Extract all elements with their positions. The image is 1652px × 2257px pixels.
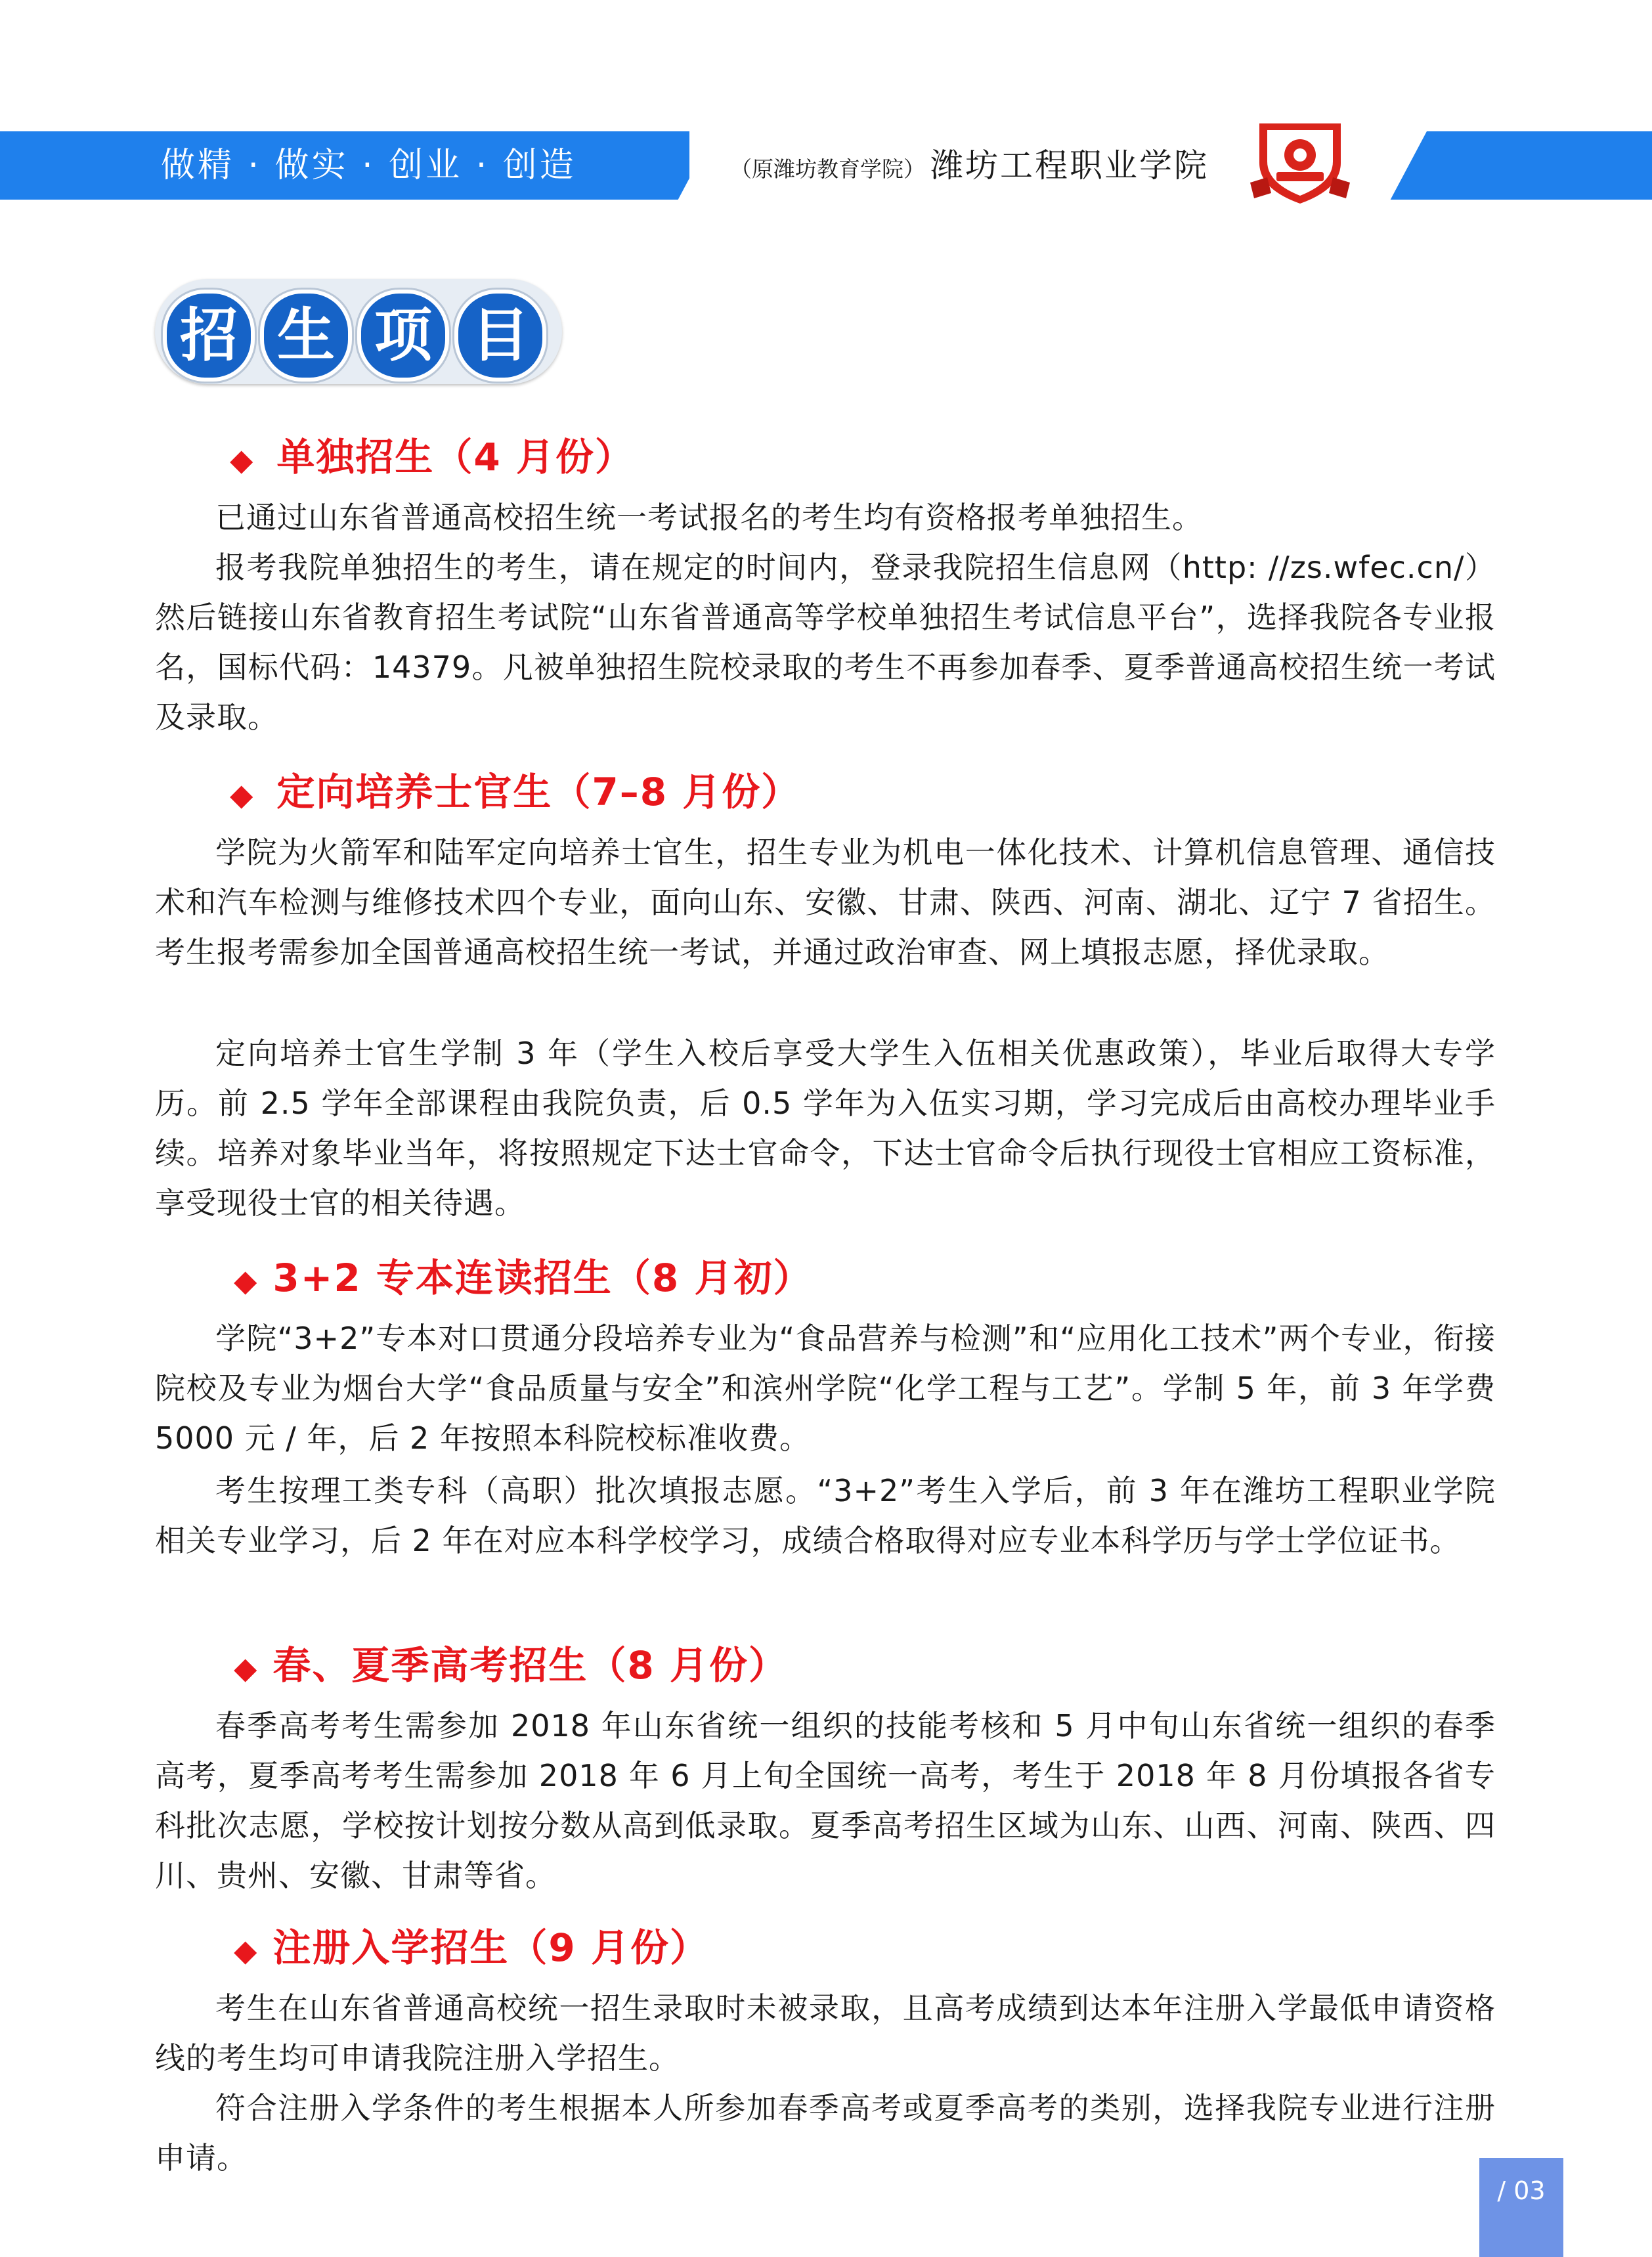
badge-char-1: 招 [163, 290, 255, 382]
diamond-bullet-icon: ◆ [230, 777, 255, 812]
section-heading-1 [230, 431, 634, 483]
section-paragraph: 定向培养士官生学制 3 年（学生入校后享受大学生入伍相关优惠政策），毕业后取得大专学历。前 2.5 学年全部课程由我院负责，后 0.5 学年为入伍实习期，学习完成后由高校办理毕业手续。培养对象毕业当年，将按照规定下达士官命令，下达士官命令后执行现役士官相应工资标准，享受现役士官的相关待遇。 [155, 1036, 1496, 1221]
school-name: 潍坊工程职业学院 [930, 146, 1209, 185]
diamond-bullet-icon: ◆ [234, 1650, 259, 1686]
section-paragraph: 考生按理工类专科（高职）批次填报志愿。“3+2”考生入学后，前 3 年在潍坊工程职业学院相关专业学习，后 2 年在对应本科学校学习，成绩合格取得对应专业本科学历与学士学位证书。 [155, 1473, 1496, 1558]
diamond-bullet-icon: ◆ [230, 442, 255, 477]
section-paragraph: 学院“3+2”专本对口贯通分段培养专业为“食品营养与检测”和“应用化工技术”两个专业，衔接院校及专业为烟台大学“食品质量与安全”和滨州学院“化学工程与工艺”。学制 5 年，前 3 年学费 5000 元 / 年，后 2 年按照本科院校标准收费。 [155, 1321, 1496, 1456]
school-former-name: （原潍坊教育学院） [730, 156, 925, 182]
section-title: 3+2 专本连读招生（8 月初） [272, 1256, 813, 1300]
badge-char-3: 项 [357, 290, 449, 382]
section-title: 单独招生（4 月份） [276, 435, 634, 479]
section-paragraph: 考生在山东省普通高校统一招生录取时未被录取，且高考成绩到达本年注册入学最低申请资格线的考生均可申请我院注册入学招生。 [155, 1990, 1496, 2076]
section-paragraph: 报考我院单独招生的考生，请在规定的时间内，登录我院招生信息网（http: //zs.wfec.cn/）然后链接山东省教育招生考试院“山东省普通高等学校单独招生考试信息平台”，选择我院各专业报名，国标代码：14379。凡被单独招生院校录取的考生不再参加春季、夏季普通高校招生统一考试及录取。 [155, 550, 1496, 735]
section-title: 春、夏季高考招生（8 月份） [272, 1643, 788, 1688]
school-title [730, 141, 1209, 190]
badge-char-4: 目 [454, 290, 546, 382]
diamond-bullet-icon: ◆ [234, 1263, 259, 1298]
section-heading-4 [234, 1639, 788, 1692]
section-heading-5 [234, 1921, 709, 1974]
school-motto: 做精 · 做实 · 创业 · 创造 [161, 146, 576, 185]
section-title: 定向培养士官生（7–8 月份） [276, 770, 801, 814]
section-paragraph: 春季高考考生需参加 2018 年山东省统一组织的技能考核和 5 月中旬山东省统一组织的春季高考，夏季高考考生需参加 2018 年 6 月上旬全国统一高考，考生于 2018 年 8 月份填报各省专科批次志愿，学校按计划按分数从高到低录取。夏季高考招生区域为山东、山西、河南、陕西、四川、贵州、安徽、甘肃等省。 [155, 1708, 1496, 1893]
section-heading-3 [234, 1252, 812, 1304]
section-heading-2 [230, 766, 800, 818]
section-paragraph: 符合注册入学条件的考生根据本人所参加春季高考或夏季高考的类别，选择我院专业进行注册申请。 [155, 2090, 1496, 2176]
page-number: / 03 [1479, 2158, 1563, 2257]
badge-char-2: 生 [260, 290, 352, 382]
school-emblem-icon [1248, 117, 1353, 208]
section-paragraph: 学院为火箭军和陆军定向培养士官生，招生专业为机电一体化技术、计算机信息管理、通信技术和汽车检测与维修技术四个专业，面向山东、安徽、甘肃、陕西、河南、湖北、辽宁 7 省招生。考生报考需参加全国普通高校招生统一考试，并通过政治审查、网上填报志愿，择优录取。 [155, 835, 1496, 970]
diamond-bullet-icon: ◆ [234, 1933, 259, 1968]
section-title: 注册入学招生（9 月份） [272, 1925, 709, 1970]
section-paragraph: 已通过山东省普通高校招生统一考试报名的考生均有资格报考单独招生。 [215, 500, 1203, 535]
